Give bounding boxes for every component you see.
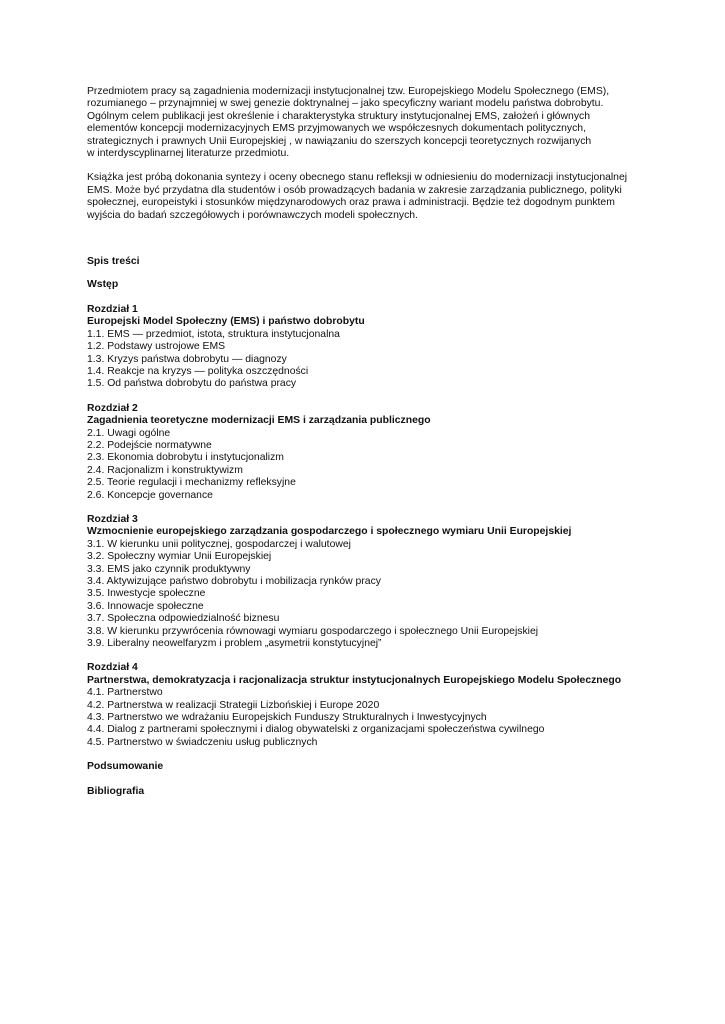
document-page xyxy=(87,86,707,810)
chapter-item: 1.2. Podstawy ustrojowe EMS xyxy=(87,341,226,353)
chapter-item: 3.1. W kierunku unii politycznej, gospodarczej i walutowej xyxy=(87,538,351,550)
chapter-item: 3.5. Inwestycje społeczne xyxy=(87,588,206,600)
chapter-item: 2.1. Uwagi ogólne xyxy=(87,427,171,439)
chapter-item: 3.6. Innowacje społeczne xyxy=(87,600,204,612)
chapter-title: Zagadnienia teoretyczne modernizacji EMS i zarządzania publicznego xyxy=(87,415,431,427)
toc-chapter-4 xyxy=(87,662,707,749)
chapter-item: 2.3. Ekonomia dobrobytu i instytucjonalizm xyxy=(87,452,284,464)
chapter-title: Partnerstwa, demokratyzacja i racjonalizacja struktur instytucjonalnych Europejskiego Modelu Społecznego xyxy=(87,674,622,686)
intro-section xyxy=(87,86,707,222)
chapter-item: 1.5. Od państwa dobrobytu do państwa pracy xyxy=(87,378,297,390)
toc-summary: Podsumowanie xyxy=(87,761,164,773)
chapter-item: 3.7. Społeczna odpowiedzialność biznesu xyxy=(87,613,280,625)
chapter-number: Rozdział 3 xyxy=(87,513,138,525)
chapter-item: 3.3. EMS jako czynnik produktywny xyxy=(87,563,251,575)
chapter-item: 3.2. Społeczny wymiar Unii Europejskiej xyxy=(87,551,272,563)
chapter-title: Europejski Model Społeczny (EMS) i państwo dobrobytu xyxy=(87,316,365,328)
chapter-item: 1.3. Kryzys państwa dobrobytu — diagnozy xyxy=(87,353,287,365)
toc-chapter-3 xyxy=(87,514,707,650)
chapter-number: Rozdział 2 xyxy=(87,402,138,414)
chapter-item: 3.9. Liberalny neowelfaryzm i problem „asymetrii konstytucyjnej” xyxy=(87,638,382,650)
chapter-number: Rozdział 4 xyxy=(87,662,138,674)
chapter-item: 4.2. Partnerstwa w realizacji Strategii Lizbońskiej i Europe 2020 xyxy=(87,699,380,711)
toc-bibliography: Bibliografia xyxy=(87,785,145,797)
chapter-item: 1.1. EMS — przedmiot, istota, struktura instytucjonalna xyxy=(87,328,340,340)
chapter-number: Rozdział 1 xyxy=(87,303,138,315)
intro-paragraph-2: Książka jest próbą dokonania syntezy i oceny obecnego stanu refleksji w odniesieniu do modernizacji instytucjonalnej EMS. Może być przydatna dla studentów i osób prowadzących badania w zakresie zarządzania publicznego, polityki społecznej, europeistyki i stosunków międzynarodowych oraz prawa i administracji. Będzie też dogodnym punktem wyjścia do badań szczegółowych i porównawczych modeli społecznych. xyxy=(87,172,628,221)
chapter-title: Wzmocnienie europejskiego zarządzania gospodarczego i społecznego wymiaru Unii Europejskiej xyxy=(87,526,572,538)
intro-paragraph-1: Przedmiotem pracy są zagadnienia modernizacji instytucjonalnej tzw. Europejskiego Modelu Społecznego (EMS), rozumianego – przynajmniej w swej genezie doktrynalnej – jako specyficzny wariant modelu państwa dobrobytu. Ogólnym celem publikacji jest określenie i charakterystyka struktury instytucjonalnej EMS, założeń i głównych elementów koncepcji modernizacyjnych EMS przyjmowanych we współczesnych dokumentach politycznych, strategicznych i prawnych Unii Europejskiej , w nawiązaniu do szerszych koncepcji teoretycznych rozwijanych w interdyscyplinarnej literaturze przedmiotu. xyxy=(87,86,610,160)
toc-title: Spis treści xyxy=(87,256,140,268)
toc-chapter-1 xyxy=(87,304,707,391)
chapter-item: 2.5. Teorie regulacji i mechanizmy refleksyjne xyxy=(87,477,296,489)
chapter-item: 4.5. Partnerstwo w świadczeniu usług publicznych xyxy=(87,736,318,748)
chapter-item: 3.8. W kierunku przywrócenia równowagi wymiaru gospodarczego i społecznego Unii Europejskiej xyxy=(87,625,539,637)
toc-chapter-2 xyxy=(87,403,707,502)
table-of-contents xyxy=(87,256,707,798)
chapter-item: 4.1. Partnerstwo xyxy=(87,687,163,699)
chapter-item: 2.4. Racjonalizm i konstruktywizm xyxy=(87,464,243,476)
chapter-item: 1.4. Reakcje na kryzys — polityka oszczędności xyxy=(87,365,309,377)
chapter-item: 4.4. Dialog z partnerami społecznymi i dialog obywatelski z organizacjami społeczeństwa cywilnego xyxy=(87,724,545,736)
chapter-item: 2.2. Podejście normatywne xyxy=(87,439,212,451)
chapter-item: 3.4. Aktywizujące państwo dobrobytu i mobilizacja rynków pracy xyxy=(87,576,381,587)
chapter-item: 4.3. Partnerstwo we wdrażaniu Europejskich Funduszy Strukturalnych i Inwestycyjnych xyxy=(87,712,487,724)
toc-introduction: Wstęp xyxy=(87,279,119,291)
chapter-item: 2.6. Koncepcje governance xyxy=(87,489,213,501)
